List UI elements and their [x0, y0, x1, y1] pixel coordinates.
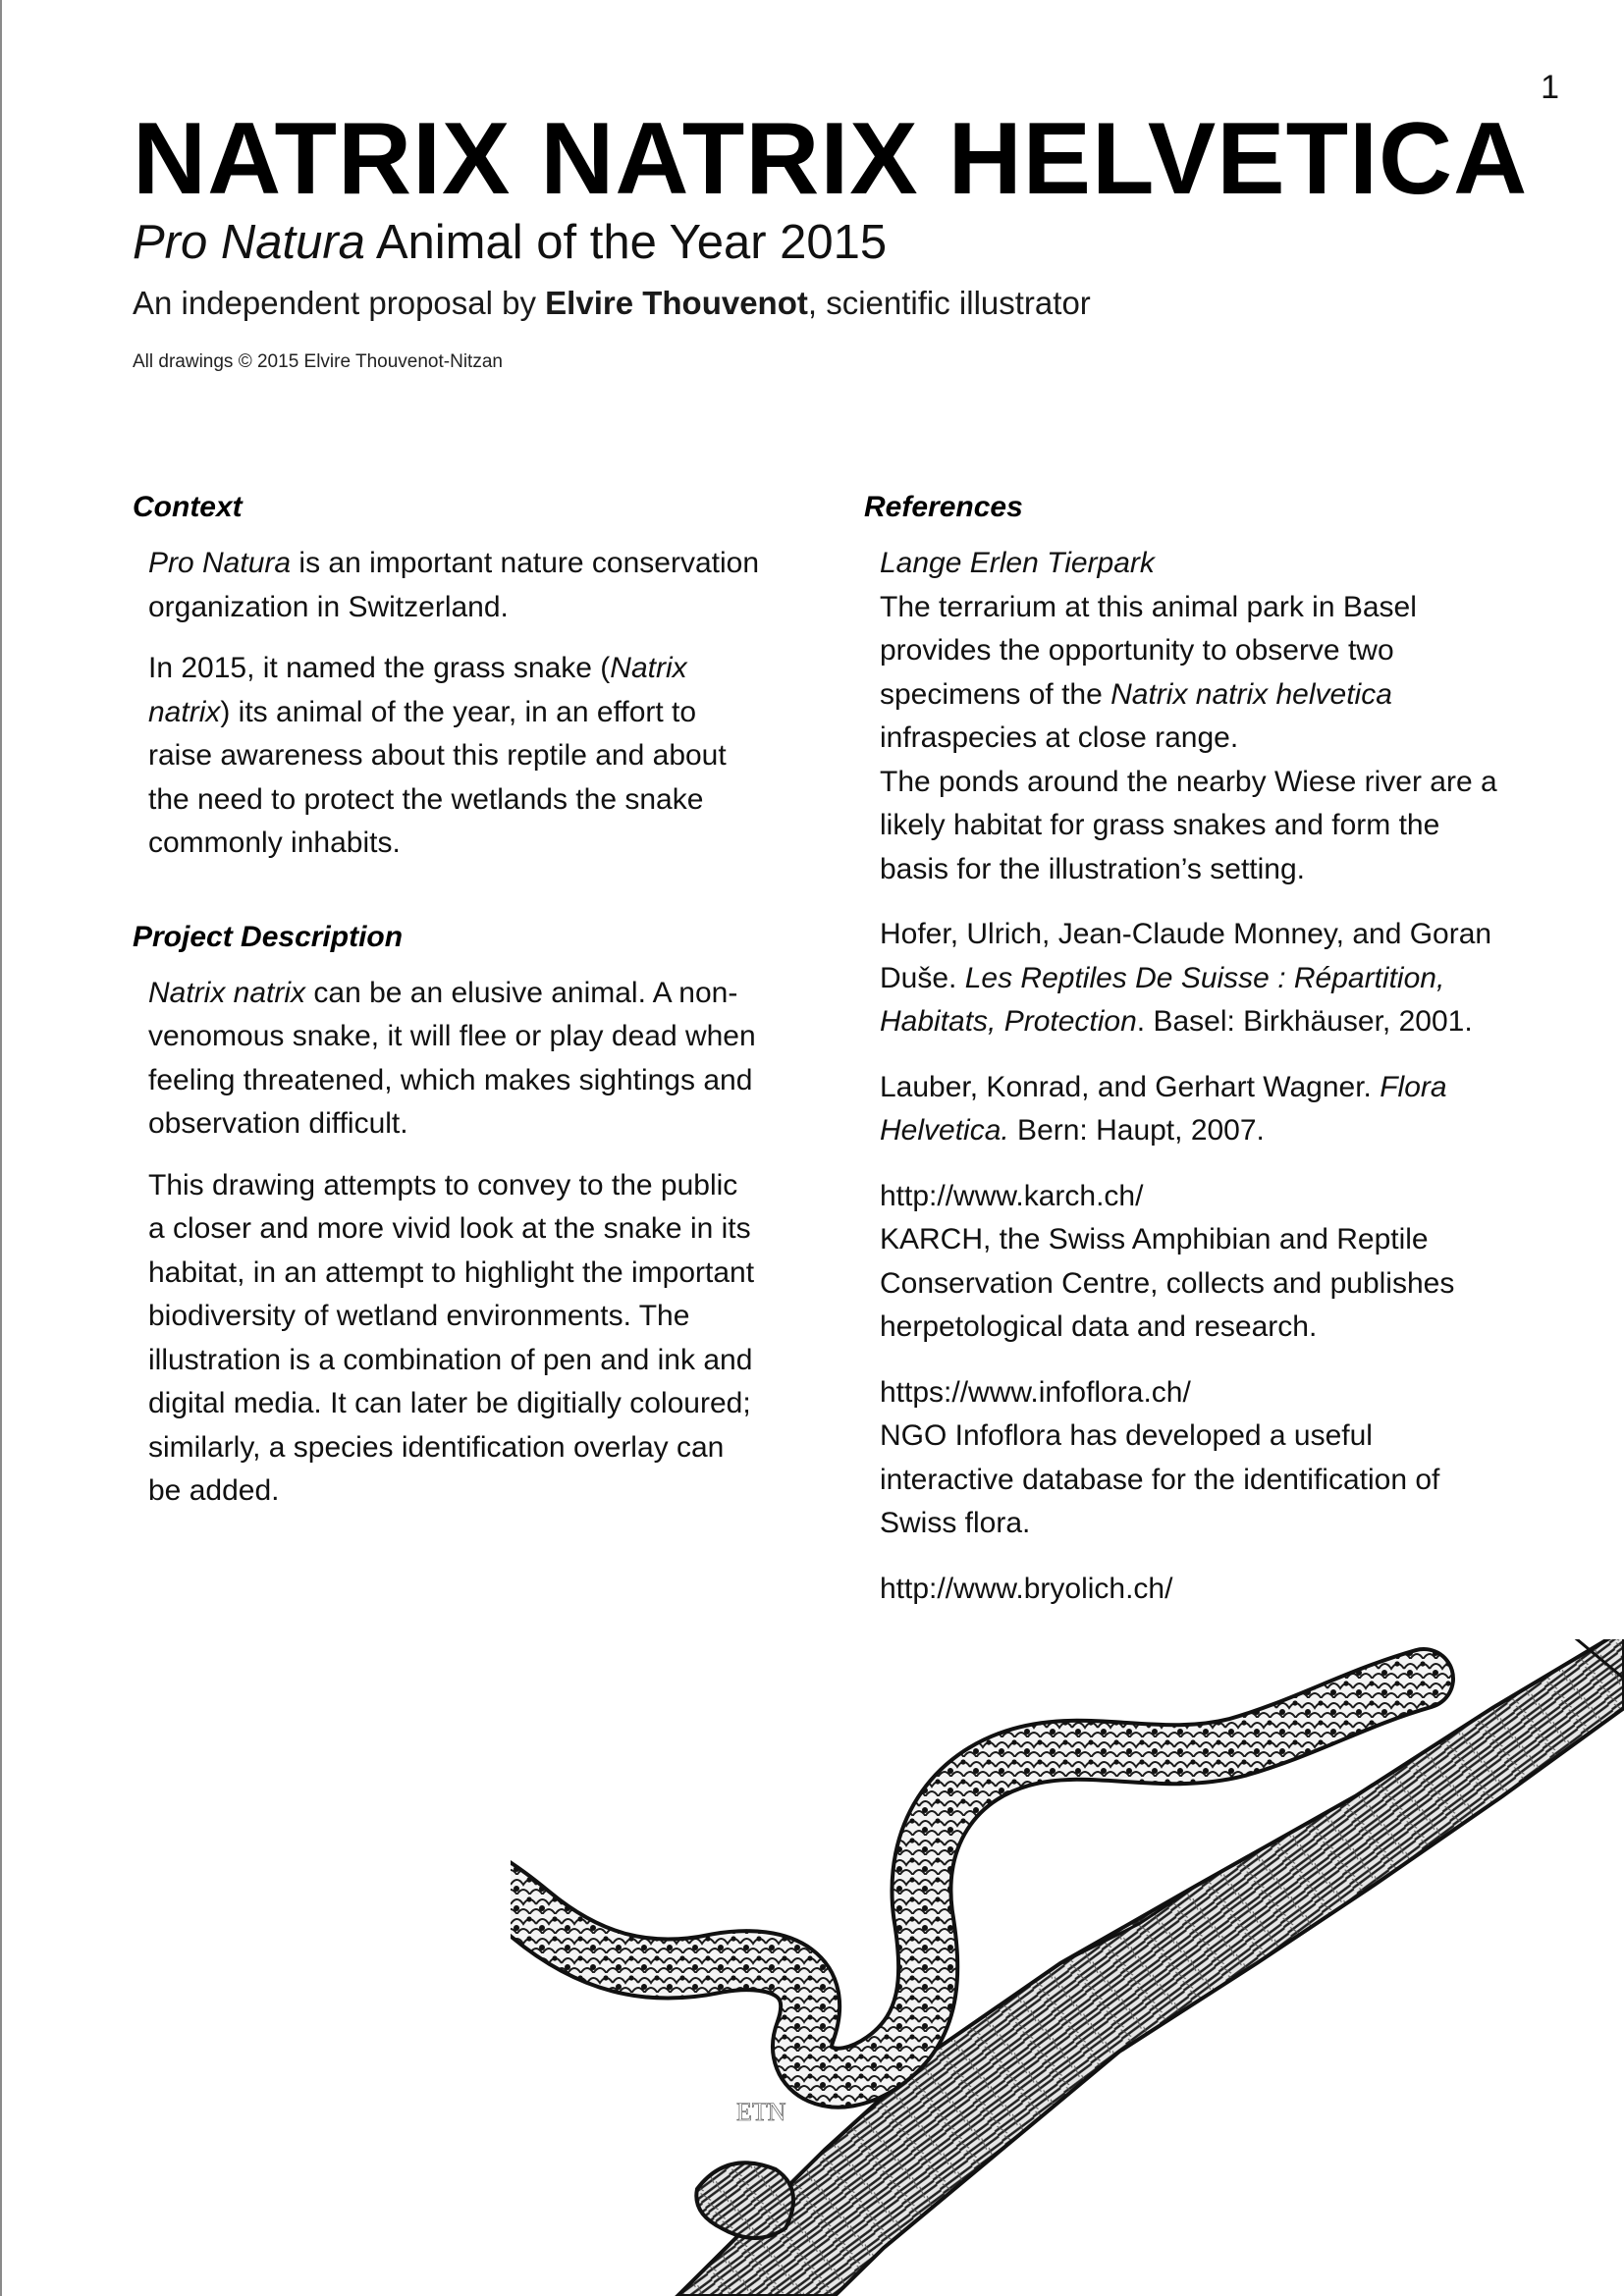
right-column	[864, 491, 1512, 1632]
reference-hofer	[880, 913, 1512, 1044]
section-spacer	[133, 883, 761, 921]
reference-4-url: http://www.karch.ch/	[880, 1179, 1144, 1212]
reference-1-text-c: The ponds around the nearby Wiese river are a likely habitat for grass snakes and form the basis for the illustration’s setting.	[880, 765, 1497, 885]
byline-suffix: , scientific illustrator	[807, 284, 1091, 321]
author-name: Elvire Thouvenot	[545, 284, 808, 321]
reference-1-body	[880, 586, 1512, 761]
reference-1-title: Lange Erlen Tierpark	[880, 547, 1155, 579]
reference-1-text-a: The terrarium at this animal park in Basel provides the opportunity to observe two specimens of the	[880, 590, 1417, 711]
reference-3-text-a: Lauber, Konrad, and Gerhart Wagner.	[880, 1070, 1380, 1103]
project-paragraph-2: This drawing attempts to convey to the public a closer and more vivid look at the snake in its habitat, in an attempt to highlight the important biodiversity of wetland environments. The illustration is a combination of pen and ink and digital media. It can later be digitially coloured; similarly, a species identification overlay can be added.	[148, 1168, 755, 1507]
reference-2-italic: Les Reptiles De Suisse : Répartition, Habitats, Protection	[880, 961, 1445, 1038]
subtitle	[133, 214, 1546, 272]
document-header	[133, 102, 1546, 373]
reference-3-italic: Flora Helvetica.	[880, 1070, 1447, 1147]
reference-5-url: https://www.infoflora.ch/	[880, 1375, 1191, 1409]
project-paragraph-1	[148, 972, 761, 1147]
left-column	[133, 491, 761, 1531]
byline-prefix: An independent proposal by	[133, 284, 546, 321]
reference-bryolich	[880, 1568, 1512, 1612]
page-title: NATRIX NATRIX HELVETICA	[133, 102, 1529, 216]
project-p1-italic: Natrix natrix	[148, 976, 306, 1009]
context-p1-text: is an important nature conservation organization in Switzerland.	[148, 547, 760, 623]
snake-on-branch-illustration	[511, 1639, 1624, 2296]
byline	[133, 284, 1546, 323]
artist-signature: ETN	[736, 2098, 786, 2126]
context-p2-text-a: In 2015, it named the grass snake (	[148, 652, 611, 684]
context-paragraph-2	[148, 647, 761, 866]
references-heading: References	[864, 491, 1023, 523]
subtitle-organization: Pro Natura	[133, 216, 365, 269]
context-p2-text-b: ) its animal of the year, in an effort to raise awareness about this reptile and about the need to protect the wetlands the snake commonly inhabits.	[148, 695, 727, 859]
reference-5-desc: NGO Infoflora has developed a useful interactive database for the identification of Swiss flora.	[880, 1419, 1440, 1539]
subtitle-text: Animal of the Year 2015	[364, 216, 888, 269]
context-paragraph-1	[148, 542, 761, 629]
reference-3-text-b: Bern: Haupt, 2007.	[1008, 1114, 1265, 1147]
reference-lange-erlen	[880, 542, 1512, 891]
reference-2-text-a: Hofer, Ulrich, Jean-Claude Monney, and Goran Duše.	[880, 918, 1492, 994]
reference-4-desc: KARCH, the Swiss Amphibian and Reptile Conservation Centre, collects and publishes herpetological data and research.	[880, 1223, 1455, 1343]
page-edge	[0, 0, 2, 2296]
reference-1-italic: Natrix natrix helvetica	[1110, 677, 1392, 711]
reference-infoflora	[880, 1371, 1512, 1546]
reference-karch	[880, 1175, 1512, 1350]
context-p1-italic: Pro Natura	[148, 547, 292, 579]
project-description-heading: Project Description	[133, 920, 404, 953]
reference-2-text-b: . Basel: Birkhäuser, 2001.	[1136, 1005, 1473, 1038]
copyright-notice: All drawings © 2015 Elvire Thouvenot-Nitzan	[133, 351, 503, 373]
reference-1-text-b: infraspecies at close range.	[880, 721, 1239, 754]
project-p1-text: can be an elusive animal. A non-venomous snake, it will flee or play dead when feeling threatened, which makes sightings and observation difficult.	[148, 976, 756, 1140]
reference-lauber	[880, 1066, 1512, 1153]
reference-6-url: http://www.bryolich.ch/	[880, 1572, 1173, 1605]
page-number: 1	[1541, 69, 1559, 106]
context-p2-italic: Natrix natrix	[148, 652, 687, 728]
context-heading: Context	[133, 491, 243, 523]
